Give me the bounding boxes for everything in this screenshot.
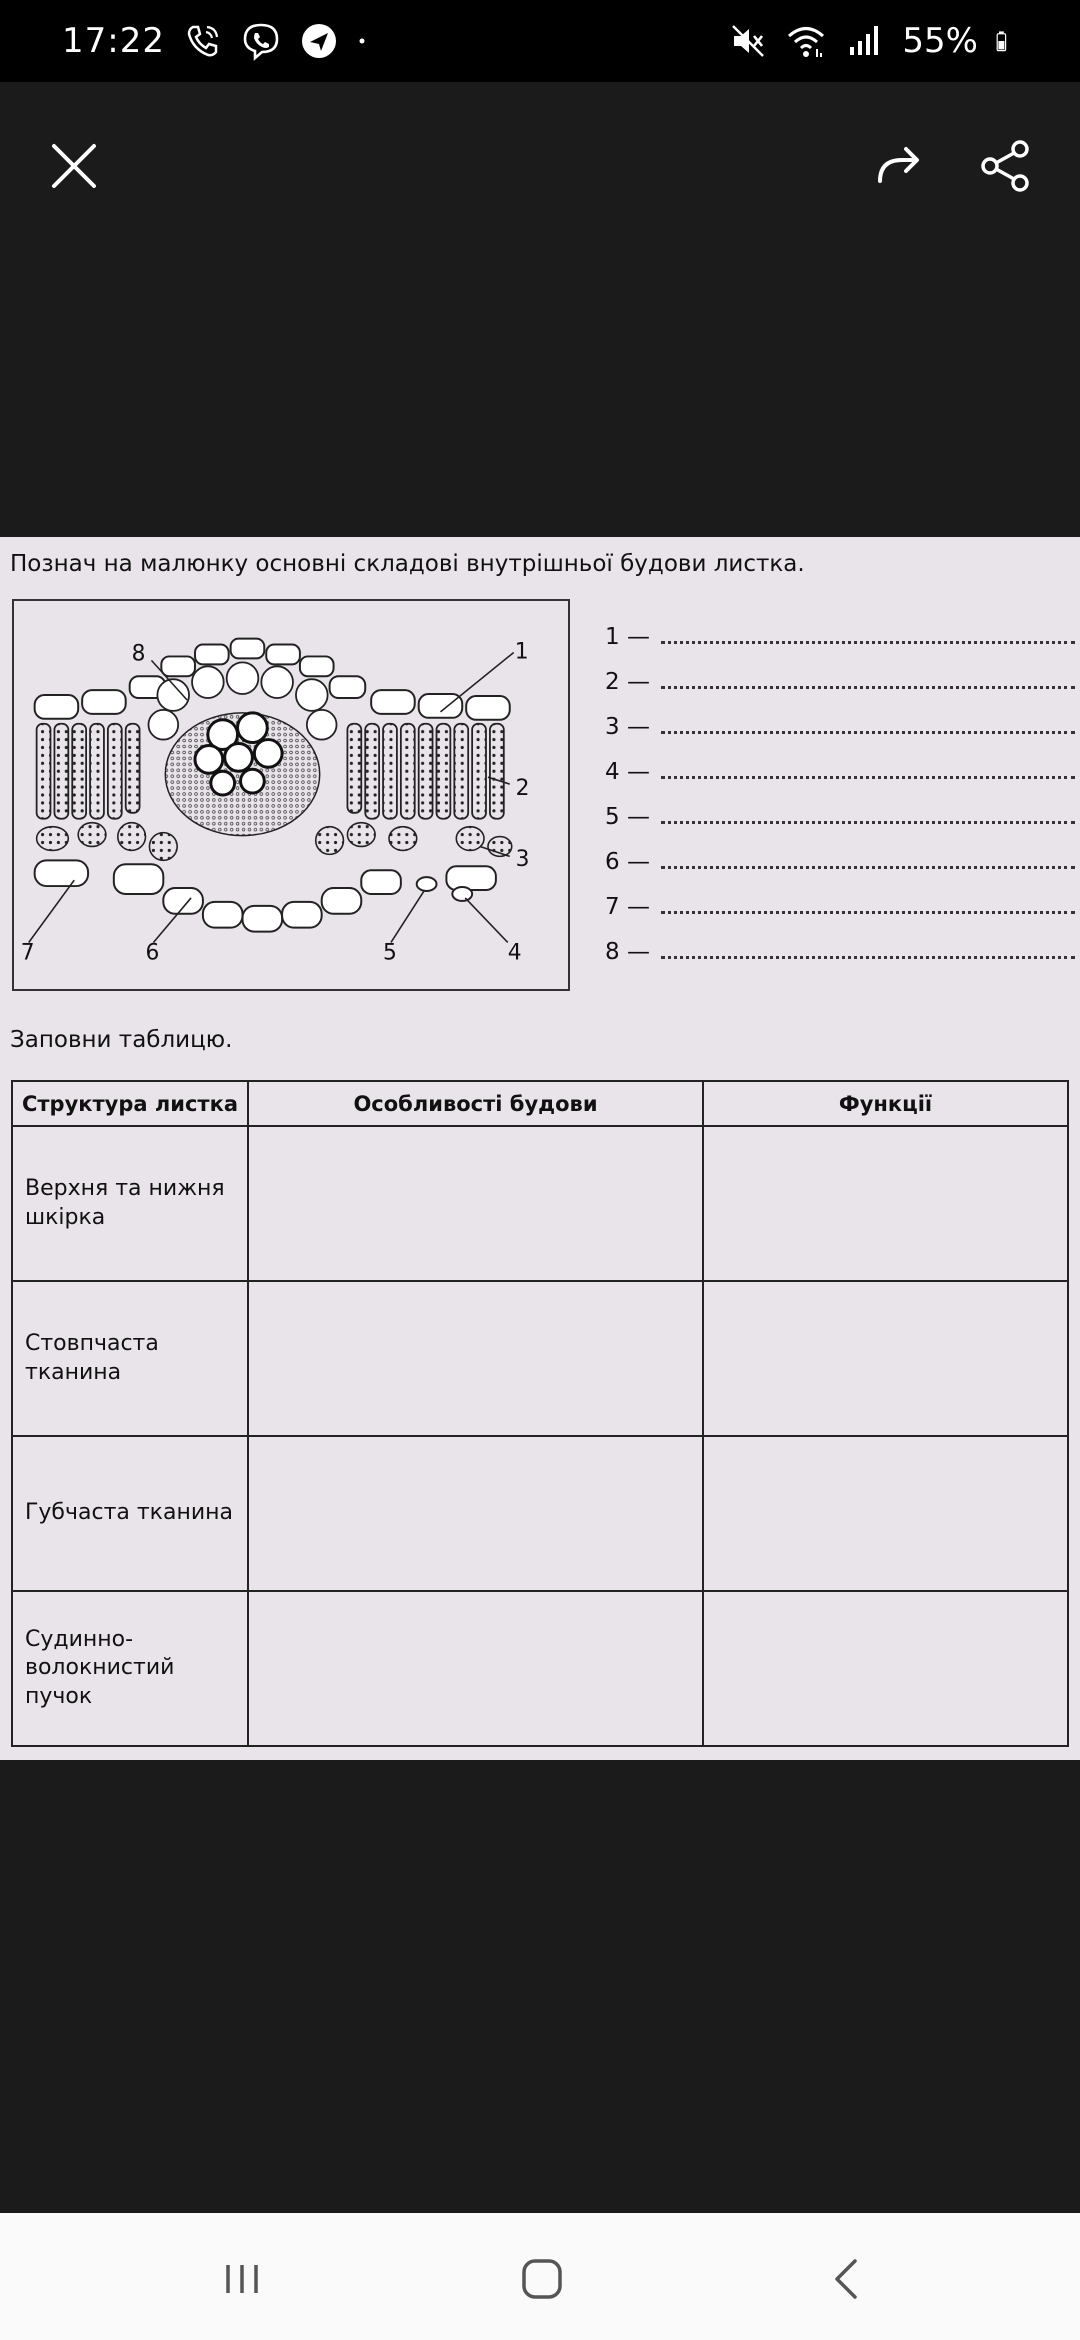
table-cell-empty (703, 1281, 1068, 1436)
answer-line (605, 695, 1075, 740)
close-icon[interactable] (44, 136, 104, 196)
table-cell-empty (248, 1591, 703, 1746)
home-icon[interactable] (512, 2249, 572, 2309)
table-header-functions: Функції (703, 1081, 1068, 1126)
system-navigation-bar (0, 2213, 1080, 2340)
notification-dot-icon (357, 21, 377, 61)
status-right (728, 21, 1020, 61)
status-bar (0, 0, 1080, 82)
figure-label-4: 4 (507, 940, 522, 966)
figure-label-6: 6 (145, 940, 160, 966)
mute-icon (728, 21, 768, 61)
dotted-line (661, 816, 1075, 824)
recent-apps-icon[interactable] (212, 2249, 272, 2309)
table-cell-empty (703, 1126, 1068, 1281)
figure-label-2: 2 (515, 776, 530, 801)
table-row (12, 1126, 1068, 1281)
leaf-cross-section-figure (12, 599, 570, 991)
share-icon[interactable] (976, 136, 1036, 196)
answer-line-number: 5 — (605, 804, 650, 830)
table-header-structure: Структура листка (12, 1081, 248, 1126)
table-row (12, 1591, 1068, 1746)
signal-icon (844, 21, 884, 61)
dotted-line (661, 951, 1075, 959)
clock: 17:22 (62, 21, 165, 61)
dotted-line (661, 771, 1075, 779)
table-cell-empty (248, 1436, 703, 1591)
row-label-palisade: Стовпчаста тканина (12, 1281, 248, 1436)
back-icon[interactable] (817, 2249, 877, 2309)
wifi-icon (786, 21, 826, 61)
answer-lines (605, 605, 1075, 965)
leaf-structure-table (11, 1080, 1069, 1747)
task2-instruction: Заповни таблицю. (10, 1027, 233, 1053)
answer-line-number: 7 — (605, 894, 650, 920)
answer-line-number: 6 — (605, 849, 650, 875)
answer-line-number: 1 — (605, 624, 650, 650)
row-label-spongy: Губчаста тканина (12, 1436, 248, 1591)
table-header-features: Особливості будови (248, 1081, 703, 1126)
phone-call-icon (183, 21, 223, 61)
task1-instruction: Познач на малюнку основні складові внутрішньої будови листка. (10, 551, 805, 577)
battery-icon (996, 21, 1020, 61)
image-viewer-toolbar (0, 82, 1080, 252)
answer-line (605, 650, 1075, 695)
figure-label-5: 5 (383, 940, 397, 966)
answer-line (605, 830, 1075, 875)
answer-line-number: 2 — (605, 669, 650, 695)
answer-line (605, 740, 1075, 785)
answer-line (605, 785, 1075, 830)
leaf-diagram-svg (14, 601, 568, 989)
table-cell-empty (703, 1591, 1068, 1746)
dotted-line (661, 906, 1075, 914)
dotted-line (661, 726, 1075, 734)
battery-percent: 55% (902, 21, 978, 61)
figure-label-7: 7 (20, 940, 35, 966)
navigation-arrow-icon (299, 21, 339, 61)
table-cell-empty (703, 1436, 1068, 1591)
dotted-line (661, 861, 1075, 869)
table-row (12, 1436, 1068, 1591)
worksheet-photo[interactable] (0, 537, 1080, 1760)
figure-label-3: 3 (515, 847, 530, 873)
table-row (12, 1281, 1068, 1436)
row-label-vascular-bundle: Судинно-волокнистий пучок (12, 1591, 248, 1746)
row-label-epidermis: Верхня та нижня шкірка (12, 1126, 248, 1281)
figure-label-8: 8 (131, 641, 146, 667)
answer-line-number: 8 — (605, 939, 650, 965)
table-cell-empty (248, 1281, 703, 1436)
answer-line (605, 605, 1075, 650)
answer-line-number: 4 — (605, 759, 650, 785)
forward-icon[interactable] (870, 136, 930, 196)
status-left (62, 21, 377, 61)
dotted-line (661, 636, 1075, 644)
table-header-row (12, 1081, 1068, 1126)
viber-icon (241, 21, 281, 61)
answer-line-number: 3 — (605, 714, 650, 740)
figure-label-1: 1 (514, 639, 529, 665)
answer-line (605, 875, 1075, 920)
dotted-line (661, 681, 1075, 689)
table-cell-empty (248, 1126, 703, 1281)
answer-line (605, 920, 1075, 965)
